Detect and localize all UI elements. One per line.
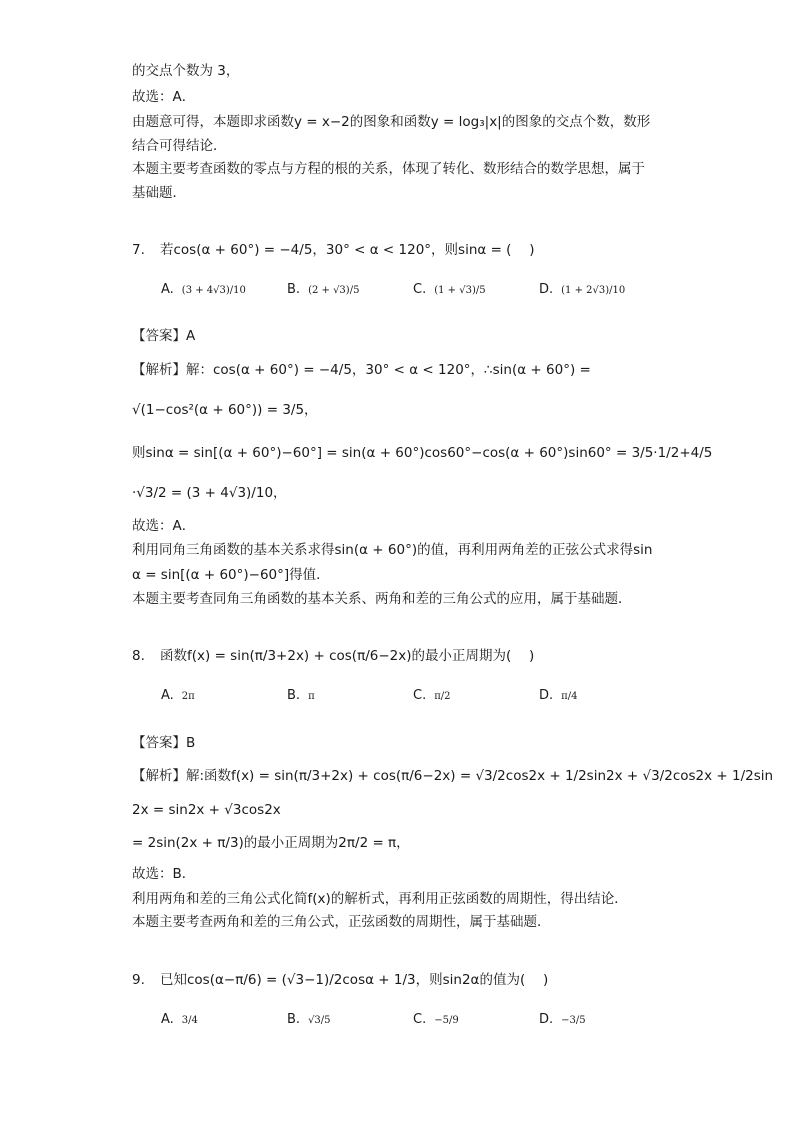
q7-analysis-line-3: 则sinα = sin[(α + 60°)−60°] = sin(α + 60°)cos60°−cos(α + 60°)sin60° = 3/5·1/2+4/5 <box>132 445 713 461</box>
q8-analysis-line-3: = 2sin(2x + π/3)的最小正周期为2π/2 = π， <box>132 835 410 851</box>
q7-analysis-line-6: 利用同角三角函数的基本关系求得sin(α + 60°)的值，再利用两角差的正弦公式求得sin <box>132 542 653 558</box>
q8-analysis-line-6: 本题主要考查两角和差的三角公式，正弦函数的周期性，属于基础题． <box>132 914 551 930</box>
q9-option-c-label: C. <box>413 1012 427 1027</box>
q9-option-b-value: √3/5 <box>308 1015 331 1026</box>
q8-option-c[interactable] <box>413 688 451 703</box>
intro-line-6: 基础题． <box>132 185 186 201</box>
intro-line-3: 由题意可得，本题即求函数y = x−2的图象和函数y = log₃|x|的图象的交点个数，数形 <box>132 114 651 130</box>
q7-analysis-line-4: ·√3/2 = (3 + 4√3)/10， <box>132 485 287 501</box>
q8-option-d[interactable] <box>539 688 577 703</box>
q9-option-d-value: −3/5 <box>561 1015 586 1026</box>
q7-option-d[interactable] <box>539 282 625 297</box>
q7-option-d-label: D. <box>539 282 554 297</box>
q9-option-b-label: B. <box>287 1012 301 1027</box>
q8-option-d-value: π/4 <box>561 691 578 702</box>
q7-option-a-value: (3 + 4√3)/10 <box>181 285 246 296</box>
q7-option-c-value: (1 + √3)/5 <box>434 285 486 296</box>
q8-option-b[interactable] <box>287 688 315 703</box>
q8-analysis-line-2: 2x = sin2x + √3cos2x <box>132 802 281 818</box>
q9-stem-line <box>132 971 548 989</box>
q9-option-b[interactable] <box>287 1012 331 1027</box>
q7-answer: 【答案】A <box>132 328 196 344</box>
q7-option-b-label: B. <box>287 282 301 297</box>
q8-option-c-value: π/2 <box>434 691 451 702</box>
q9-number: 9. <box>132 972 145 988</box>
q9-option-d-label: D. <box>539 1012 554 1027</box>
q7-analysis-line-5: 故选：A． <box>132 518 196 534</box>
q8-options <box>0 688 794 712</box>
q9-option-a[interactable] <box>161 1012 198 1027</box>
q7-option-b-value: (2 + √3)/5 <box>308 285 360 296</box>
q9-option-d[interactable] <box>539 1012 586 1027</box>
q8-option-b-label: B. <box>287 688 301 703</box>
q7-option-a-label: A. <box>161 282 174 297</box>
q8-option-a-value: 2π <box>181 691 195 702</box>
q8-analysis-line-4: 故选：B． <box>132 866 196 882</box>
q8-answer: 【答案】B <box>132 735 196 751</box>
q7-analysis-line-1: 【解析】解：cos(α + 60°) = −4/5，30° < α < 120°，∴sin(α + 60°) = <box>132 362 591 378</box>
q7-stem: 若cos(α + 60°) = −4/5，30° < α < 120°，则sinα = ( ) <box>160 242 535 258</box>
q8-option-a[interactable] <box>161 688 195 703</box>
q7-analysis-line-2: √(1−cos²(α + 60°)) = 3/5， <box>132 402 318 418</box>
q7-analysis-line-8: 本题主要考查同角三角函数的基本关系、两角和差的三角公式的应用，属于基础题． <box>132 591 632 607</box>
q9-option-a-label: A. <box>161 1012 174 1027</box>
intro-line-1: 的交点个数为 3， <box>132 63 240 79</box>
intro-line-4: 结合可得结论． <box>132 138 227 154</box>
q9-option-c[interactable] <box>413 1012 459 1027</box>
q9-stem: 已知cos(α−π/6) = (√3−1)/2cosα + 1/3，则sin2α的值为( ) <box>160 972 549 988</box>
q8-option-b-value: π <box>308 691 315 702</box>
intro-line-2: 故选：A． <box>132 89 196 105</box>
q8-stem-line <box>132 647 534 665</box>
q7-option-d-value: (1 + 2√3)/10 <box>561 285 626 296</box>
q7-option-c[interactable] <box>413 282 486 297</box>
q8-option-c-label: C. <box>413 688 427 703</box>
q8-option-d-label: D. <box>539 688 554 703</box>
q8-analysis-line-1: 【解析】解:函数f(x) = sin(π/3+2x) + cos(π/6−2x) = √3/2cos2x + 1/2sin2x + √3/2cos2x + 1/2sin <box>132 768 774 784</box>
q8-stem: 函数f(x) = sin(π/3+2x) + cos(π/6−2x)的最小正周期为( ) <box>160 648 535 664</box>
q7-analysis-line-7: α = sin[(α + 60°)−60°]得值． <box>132 567 330 583</box>
q8-analysis-line-5: 利用两角和差的三角公式化简f(x)的解析式，再利用正弦函数的周期性，得出结论． <box>132 891 628 907</box>
intro-line-5: 本题主要考查函数的零点与方程的根的关系，体现了转化、数形结合的数学思想，属于 <box>132 161 645 177</box>
q9-option-c-value: −5/9 <box>434 1015 459 1026</box>
q7-option-a[interactable] <box>161 282 246 297</box>
q7-number: 7. <box>132 242 145 258</box>
q7-stem-line <box>132 241 535 259</box>
q7-options <box>0 282 794 306</box>
q9-options <box>0 1012 794 1036</box>
q7-option-b[interactable] <box>287 282 359 297</box>
q8-number: 8. <box>132 648 145 664</box>
q8-option-a-label: A. <box>161 688 174 703</box>
q9-option-a-value: 3/4 <box>181 1015 198 1026</box>
q7-option-c-label: C. <box>413 282 427 297</box>
